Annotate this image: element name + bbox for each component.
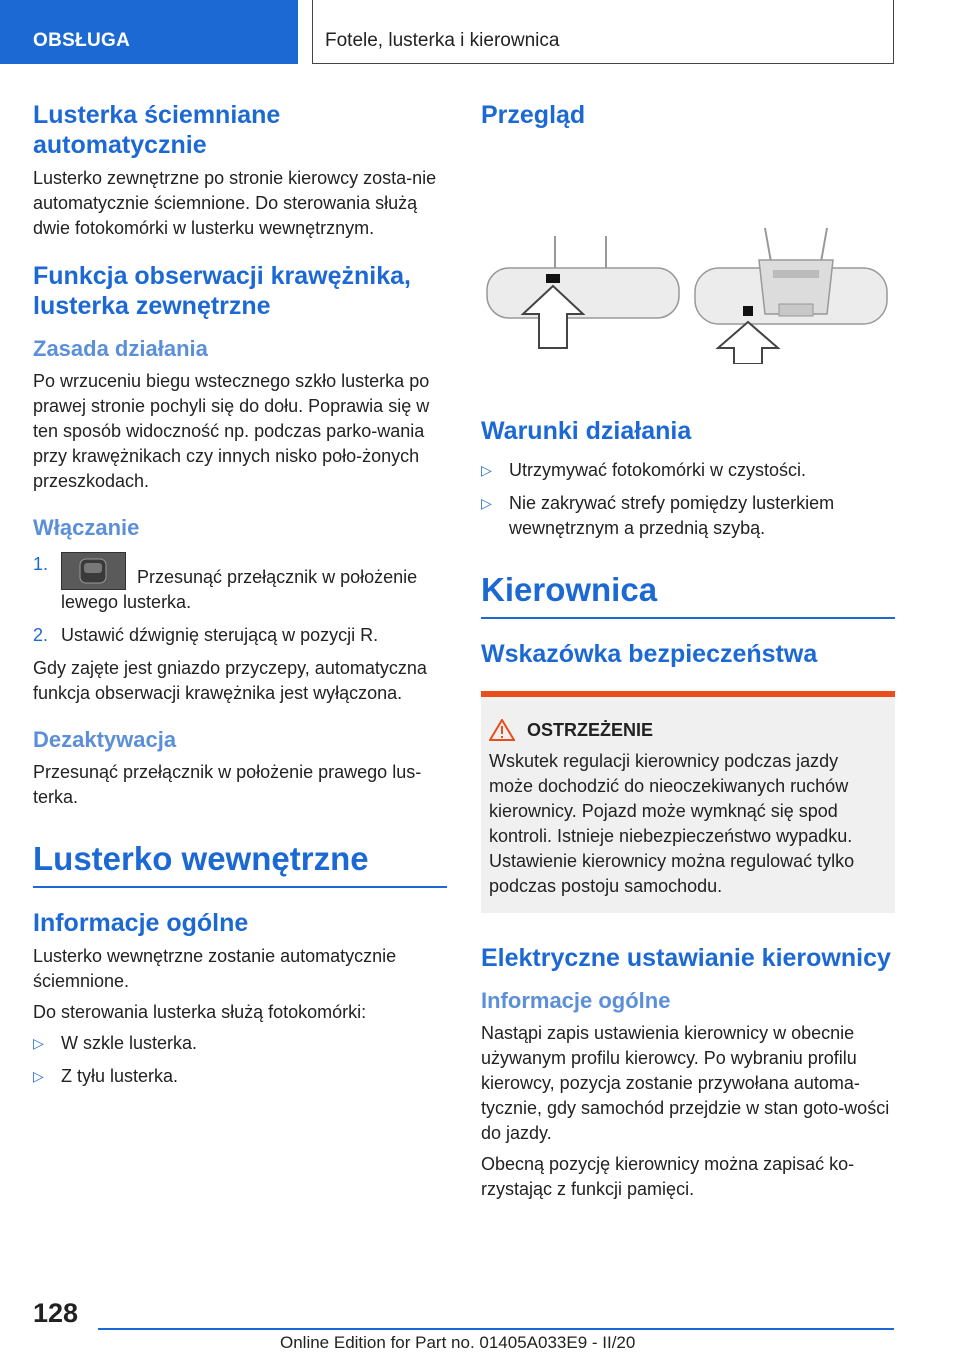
section-label: OBSŁUGA <box>33 30 131 51</box>
warning-title-row <box>489 719 887 741</box>
warning-text: Wskutek regulacji kierownicy podczas jazdy może dochodzić do nieoczekiwanych ruchów kierownicy. Pojazd może wymknąć się spod kontroli. Istnieje niebezpieczeństwo wypadku. Ustawienie kierownicy można regulować tylko podczas postoju samochodu. <box>489 751 855 896</box>
warning-triangle-icon <box>489 719 515 741</box>
auto-dim-section <box>33 100 447 241</box>
general-heading: Informacje ogólne <box>33 909 249 937</box>
enable-note: Gdy zajęte jest gniazdo przyczepy, automatyczna funkcja obserwacji krawężnika jest wyłączona. <box>33 658 427 703</box>
disable-heading: Dezaktywacja <box>33 727 177 752</box>
principle-heading: Zasada działania <box>33 336 208 361</box>
page-number: 128 <box>33 1298 79 1328</box>
chapter-header <box>312 0 894 64</box>
triangle-bullet-icon: ▷ <box>33 1035 44 1051</box>
safety-section <box>481 639 895 913</box>
general2-heading: Informacje ogólne <box>481 988 671 1013</box>
inner-mirror-heading: Lusterko wewnętrzne <box>33 838 447 888</box>
enable-section <box>33 514 447 706</box>
curb-heading: Funkcja obserwacji krawężnika, lusterka zewnętrzne <box>33 262 411 320</box>
mirror-switch-icon <box>61 552 126 590</box>
overview-heading: Przegląd <box>481 101 586 129</box>
enable-heading: Włączanie <box>33 515 140 540</box>
triangle-bullet-icon: ▷ <box>33 1068 44 1084</box>
general-section <box>33 908 447 1089</box>
principle-section <box>33 335 447 494</box>
auto-dim-text: Lusterko zewnętrzne po stronie kierowcy zosta-nie automatycznie ściemnione. Do sterowania służą dwie fotokomórki w lusterku wewnętrznym. <box>33 168 437 238</box>
enable-steps <box>33 552 447 648</box>
triangle-bullet-icon: ▷ <box>481 495 492 511</box>
mirror-illustration <box>481 164 895 364</box>
photocell-list <box>33 1031 447 1089</box>
principle-text: Po wrzuceniu biegu wstecznego szkło lusterka po prawej stronie pochyli się do dołu. Poprawia się w ten sposób widoczność np. podczas parko-wania przy krawężnikach czy innych nisko poło-żonych przeszkodach. <box>33 371 430 491</box>
steering-section <box>481 569 895 619</box>
steering-heading: Kierownica <box>481 569 895 619</box>
warning-box <box>481 691 895 913</box>
triangle-bullet-icon: ▷ <box>481 462 492 478</box>
conditions-heading: Warunki działania <box>481 417 692 445</box>
step-number: 1. <box>33 554 49 574</box>
left-column <box>33 100 447 1109</box>
general2-text-2: Obecną pozycję kierownicy można zapisać ko-rzystając z funkcji pamięci. <box>481 1154 855 1199</box>
inner-mirror-section <box>33 838 447 888</box>
step-text: Przesunąć przełącznik w położenie lewego lusterka. <box>61 567 418 612</box>
general2-section <box>481 987 895 1202</box>
electric-section <box>481 943 895 973</box>
footer-rule <box>98 1328 894 1330</box>
curb-section <box>33 261 447 321</box>
safety-heading: Wskazówka bezpieczeństwa <box>481 640 818 668</box>
step-item <box>33 552 447 615</box>
step-text: Ustawić dźwignię sterującą w pozycji R. <box>61 625 379 645</box>
list-item <box>33 1031 447 1056</box>
warning-title: OSTRZEŻENIE <box>527 719 654 740</box>
auto-dim-heading: Lusterka ściemniane automatycznie <box>33 101 281 159</box>
right-column <box>481 100 895 1222</box>
list-item-text: Utrzymywać fotokomórki w czystości. <box>509 460 807 480</box>
edition-text: Online Edition for Part no. 01405A033E9 - II/20 <box>280 1333 636 1352</box>
list-item <box>33 1064 447 1089</box>
list-item-text: Nie zakrywać strefy pomiędzy lusterkiem wewnętrznym a przednią szybą. <box>509 493 835 538</box>
conditions-section <box>481 416 895 541</box>
section-tab <box>0 0 298 64</box>
general-text-2: Do sterowania lusterka służą fotokomórki: <box>33 1002 367 1022</box>
list-item-text: W szkle lusterka. <box>61 1033 198 1053</box>
step-number: 2. <box>33 625 49 645</box>
chapter-title: Fotele, lusterka i kierownica <box>325 30 560 51</box>
step-item <box>33 623 447 648</box>
mirror-diagram <box>481 164 895 364</box>
general2-text-1: Nastąpi zapis ustawienia kierownicy w obecnie używanym profilu kierowcy. Po wybraniu profilu kierowcy, pozycja zostanie przywołana automa-tycznie, gdy samochód przejdzie w stan goto-wości do jazdy. <box>481 1023 890 1143</box>
list-item-text: Z tyłu lusterka. <box>61 1066 179 1086</box>
disable-text: Przesunąć przełącznik w położenie prawego lus-terka. <box>33 762 422 807</box>
electric-heading: Elektryczne ustawianie kierownicy <box>481 944 891 972</box>
general-text-1: Lusterko wewnętrzne zostanie automatycznie ściemnione. <box>33 946 397 991</box>
list-item <box>481 458 895 483</box>
disable-section <box>33 726 447 810</box>
list-item <box>481 491 895 541</box>
conditions-list <box>481 458 895 541</box>
